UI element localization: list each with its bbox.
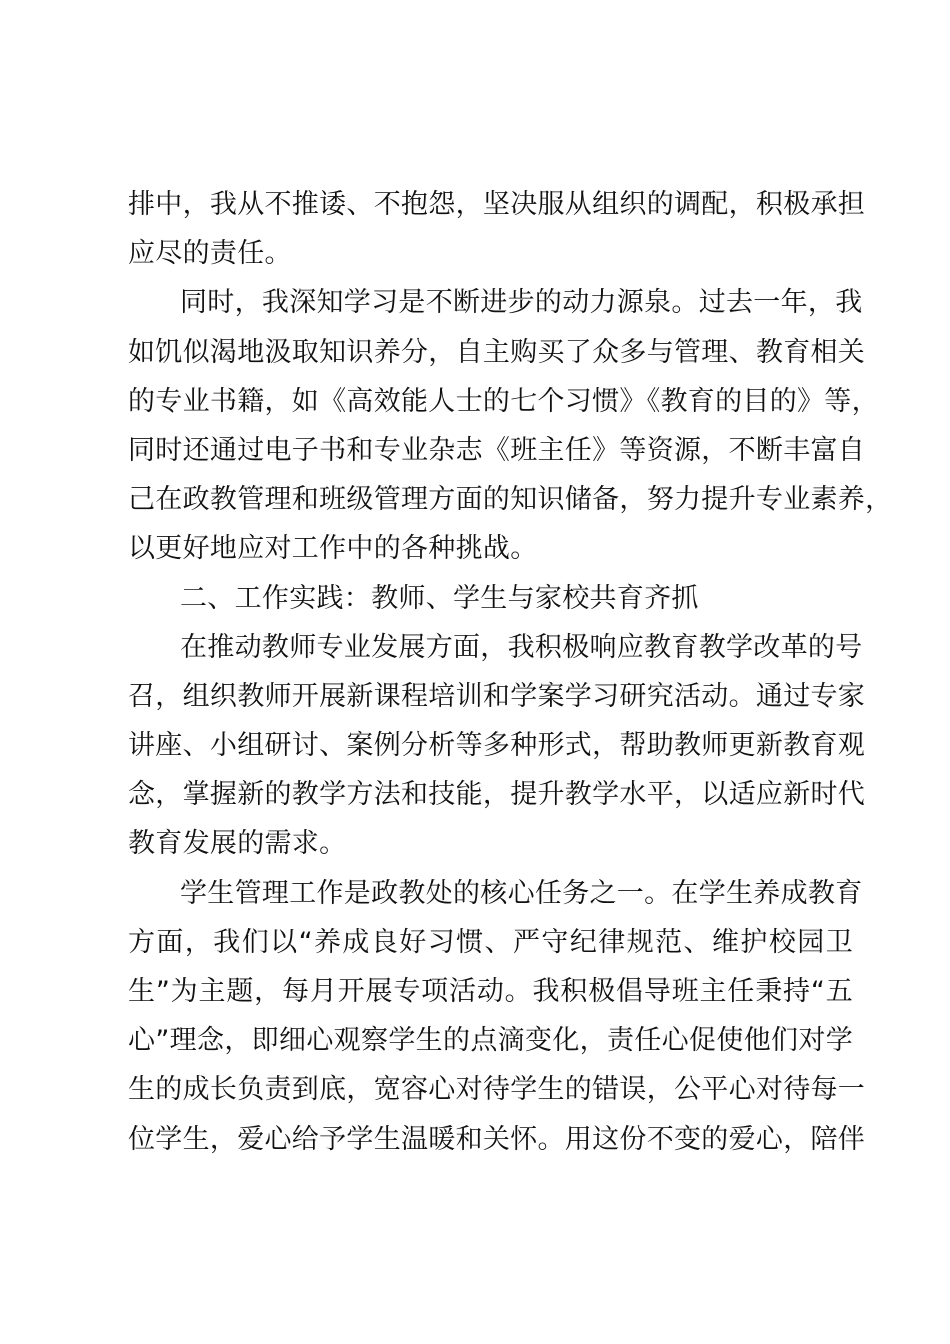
text-line: 位学生，爱心给予学生温暖和关怀。用这份不变的爱心，陪伴 (128, 1123, 866, 1155)
text-line: 方面，我们以“养成良好习惯、严守纪律规范、维护校园卫 (128, 926, 853, 958)
text-line: 召，组织教师开展新课程培训和学案学习研究活动。通过专家 (128, 680, 866, 712)
text-line: 学生管理工作是政教处的核心任务之一。在学生养成教育 (180, 877, 863, 909)
text-line: 教育发展的需求。 (128, 828, 347, 860)
text-line: 己在政教管理和班级管理方面的知识储备，努力提升专业素养， (128, 484, 893, 516)
text-line: 心”理念，即细心观察学生的点滴变化，责任心促使他们对学 (128, 1025, 853, 1057)
text-line: 如饥似渴地汲取知识养分，自主购买了众多与管理、教育相关 (128, 336, 866, 368)
text-line: 生的成长负责到底，宽容心对待学生的错误，公平心对待每一 (128, 1074, 866, 1106)
text-line: 以更好地应对工作中的各种挑战。 (128, 533, 538, 565)
text-line: 讲座、小组研讨、案例分析等多种形式，帮助教师更新教育观 (128, 730, 866, 762)
text-line: 生”为主题，每月开展专项活动。我积极倡导班主任秉持“五 (128, 976, 853, 1007)
text-line: 同时还通过电子书和专业杂志《班主任》等资源，不断丰富自 (128, 434, 866, 466)
text-line: 排中，我从不推诿、不抱怨，坚决服从组织的调配，积极承担 (128, 189, 866, 220)
text-line: 在推动教师专业发展方面，我积极响应教育教学改革的号 (180, 631, 863, 663)
text-line: 的专业书籍，如《高效能人士的七个习惯》《教育的目的》等， (128, 385, 879, 417)
text-line: 二、工作实践：教师、学生与家校共育齐抓 (180, 582, 699, 614)
text-line: 应尽的责任。 (128, 238, 292, 270)
text-line: 同时，我深知学习是不断进步的动力源泉。过去一年，我 (180, 287, 863, 319)
document-body (128, 180, 893, 1164)
text-line: 念，掌握新的教学方法和技能，提升教学水平，以适应新时代 (128, 779, 866, 811)
